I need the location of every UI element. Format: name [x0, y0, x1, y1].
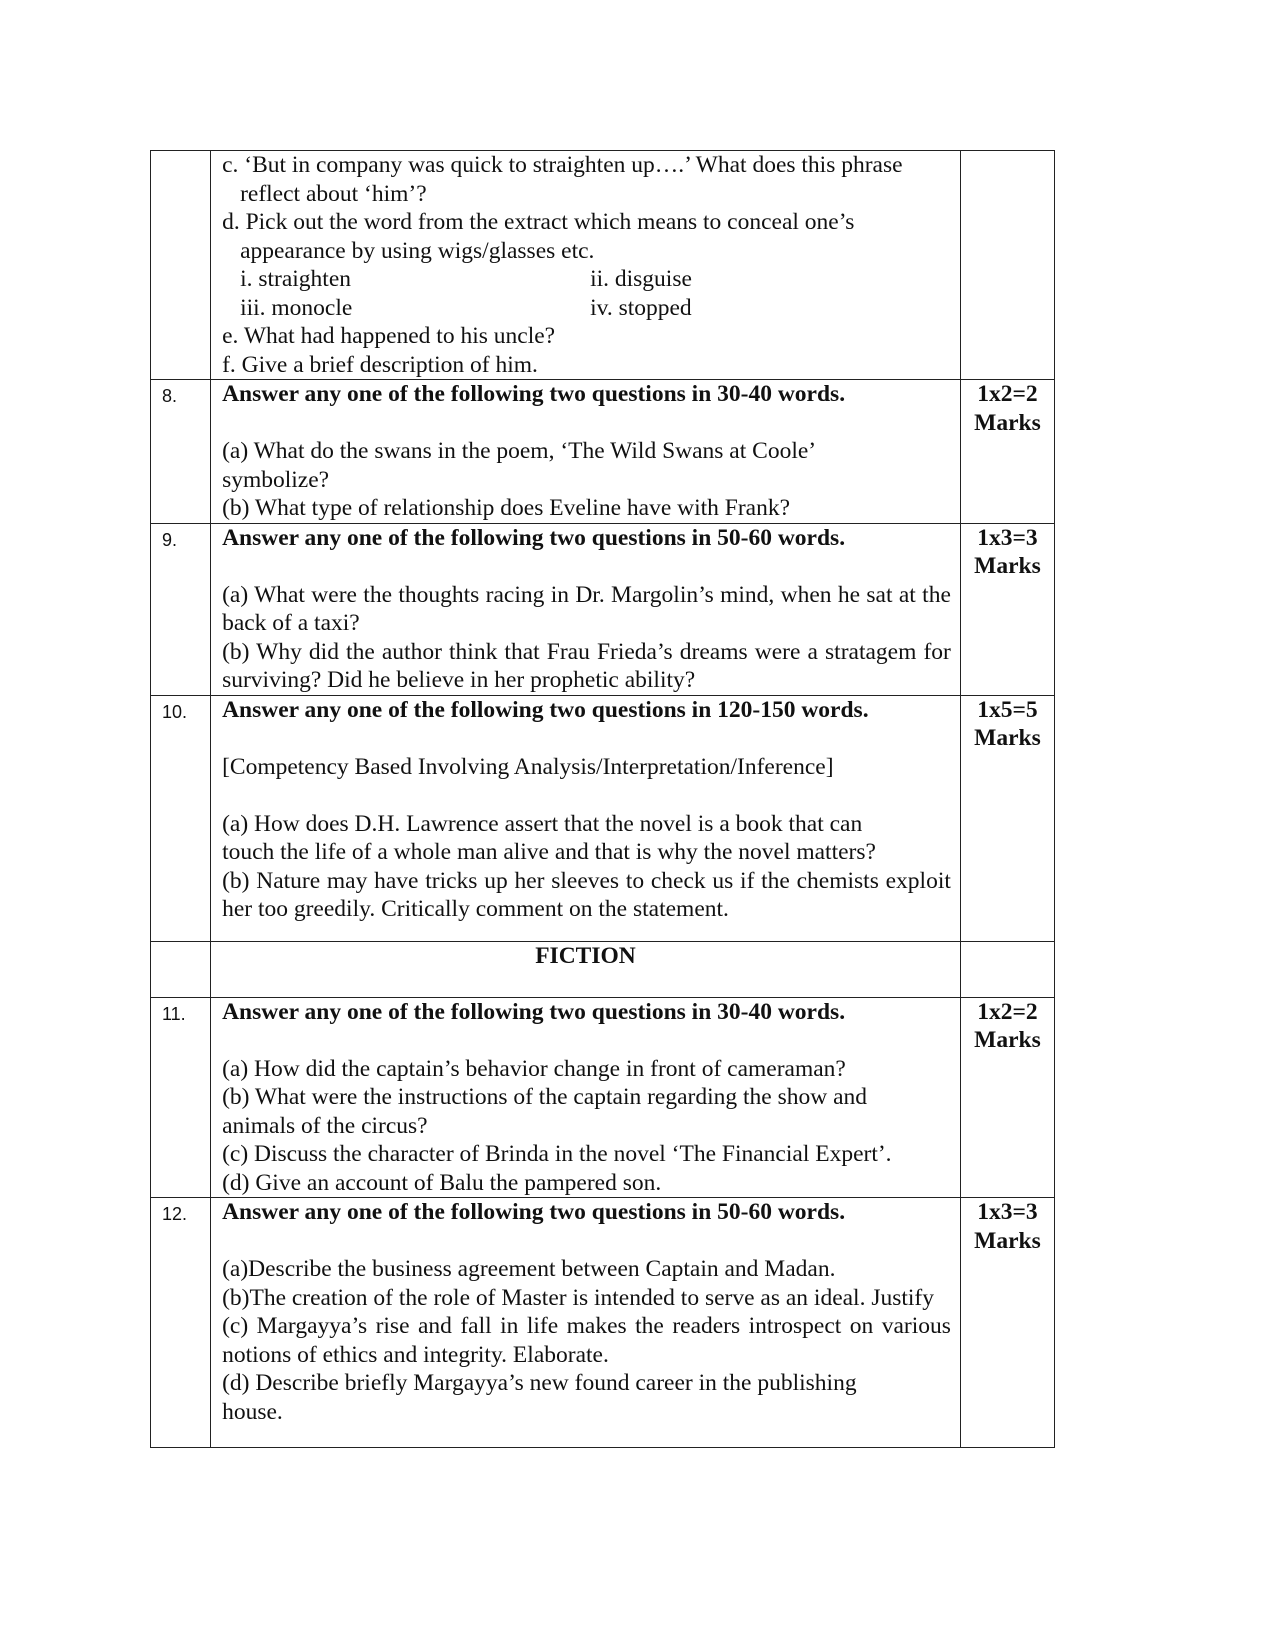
question-body — [211, 1198, 961, 1448]
question-heading: Answer any one of the following two questions in 50-60 words. — [222, 1199, 846, 1225]
marks-cell — [960, 151, 1054, 380]
question-body — [211, 695, 961, 941]
section-number-cell — [151, 941, 211, 997]
question-number-cell — [151, 151, 211, 380]
option-a: (a) What were the thoughts racing in Dr. Margolin’s mind, when he sat at the back of a taxi? — [222, 581, 951, 636]
sub-question-c: c. ‘But in company was quick to straighten up….’ What does this phrase — [222, 152, 903, 178]
option-i: i. straighten — [240, 266, 352, 292]
question-row-7-continued — [151, 151, 1055, 380]
sub-question-d: d. Pick out the word from the extract which means to conceal one’s — [222, 209, 855, 235]
question-heading: Answer any one of the following two questions in 30-40 words. — [222, 381, 846, 407]
question-row-12 — [151, 1198, 1055, 1448]
marks-label: Marks — [974, 725, 1041, 751]
marks-cell — [960, 695, 1054, 941]
marks-value: 1x3=3 — [977, 524, 1038, 551]
section-row-fiction — [151, 941, 1055, 997]
question-body — [211, 151, 961, 380]
option-a: (a) How does D.H. Lawrence assert that the novel is a book that can touch the life of a whole man alive and that is why the novel matters? — [222, 810, 876, 865]
marks-label: Marks — [974, 553, 1041, 579]
question-heading: Answer any one of the following two questions in 30-40 words. — [222, 998, 846, 1025]
options-row-1 — [222, 265, 951, 294]
question-heading: Answer any one of the following two questions in 50-60 words. — [222, 524, 846, 551]
section-marks-cell — [960, 941, 1054, 997]
question-body — [211, 523, 961, 695]
marks-label: Marks — [974, 1227, 1041, 1254]
question-number: 9. — [151, 523, 211, 695]
option-iii: iii. monocle — [240, 294, 353, 321]
option-a: (a) How did the captain’s behavior change in front of cameraman? — [222, 1055, 846, 1082]
question-row-8 — [151, 380, 1055, 524]
question-number: 10. — [151, 695, 211, 941]
question-body — [211, 997, 961, 1198]
option-b: (b) What were the instructions of the captain regarding the show and animals of the circus? — [222, 1084, 868, 1139]
option-b: (b) Nature may have tricks up her sleeves to check us if the chemists exploit her too greedily. Critically comment on the statement. — [222, 867, 951, 922]
option-d: (d) Describe briefly Margayya’s new found career in the publishing house. — [222, 1370, 857, 1425]
competency-note: [Competency Based Involving Analysis/Interpretation/Inference] — [222, 753, 834, 780]
option-iv: iv. stopped — [590, 294, 692, 321]
question-row-11 — [151, 997, 1055, 1198]
options-row-2 — [222, 294, 951, 323]
sub-question-d-continued: appearance by using wigs/glasses etc. — [240, 237, 595, 264]
marks-cell — [960, 523, 1054, 695]
question-body — [211, 380, 961, 524]
question-heading: Answer any one of the following two questions in 120-150 words. — [222, 696, 869, 723]
option-c: (c) Discuss the character of Brinda in the novel ‘The Financial Expert’. — [222, 1141, 892, 1167]
option-a: (a) What do the swans in the poem, ‘The Wild Swans at Coole’ symbolize? — [222, 438, 815, 493]
sub-question-e: e. What had happened to his uncle? — [222, 323, 556, 349]
question-number: 11. — [151, 997, 211, 1198]
question-number: 8. — [151, 380, 211, 524]
section-title: FICTION — [211, 941, 961, 997]
marks-value: 1x2=2 — [977, 998, 1038, 1025]
option-b: (b) What type of relationship does Eveline have with Frank? — [222, 495, 791, 521]
option-d: (d) Give an account of Balu the pampered son. — [222, 1169, 662, 1196]
question-row-10 — [151, 695, 1055, 941]
marks-label: Marks — [974, 1027, 1041, 1053]
marks-cell — [960, 1198, 1054, 1448]
option-ii: ii. disguise — [590, 266, 692, 292]
question-table — [150, 150, 1055, 1448]
sub-question-f: f. Give a brief description of him. — [222, 351, 538, 378]
marks-label: Marks — [974, 409, 1041, 436]
option-c: (c) Margayya’s rise and fall in life makes the readers introspect on various notions of ethics and integrity. Elaborate. — [222, 1313, 951, 1368]
marks-value: 1x5=5 — [977, 696, 1038, 723]
option-b: (b)The creation of the role of Master is intended to serve as an ideal. Justify — [222, 1284, 935, 1311]
option-b: (b) Why did the author think that Frau Frieda’s dreams were a stratagem for surviving? Did he believe in her prophetic ability? — [222, 638, 951, 693]
marks-cell — [960, 380, 1054, 524]
marks-value: 1x2=2 — [977, 381, 1038, 407]
sub-question-c-continued: reflect about ‘him’? — [240, 180, 427, 207]
question-number: 12. — [151, 1198, 211, 1448]
marks-value: 1x3=3 — [977, 1199, 1038, 1225]
option-a: (a)Describe the business agreement between Captain and Madan. — [222, 1256, 836, 1282]
question-row-9 — [151, 523, 1055, 695]
marks-cell — [960, 997, 1054, 1198]
